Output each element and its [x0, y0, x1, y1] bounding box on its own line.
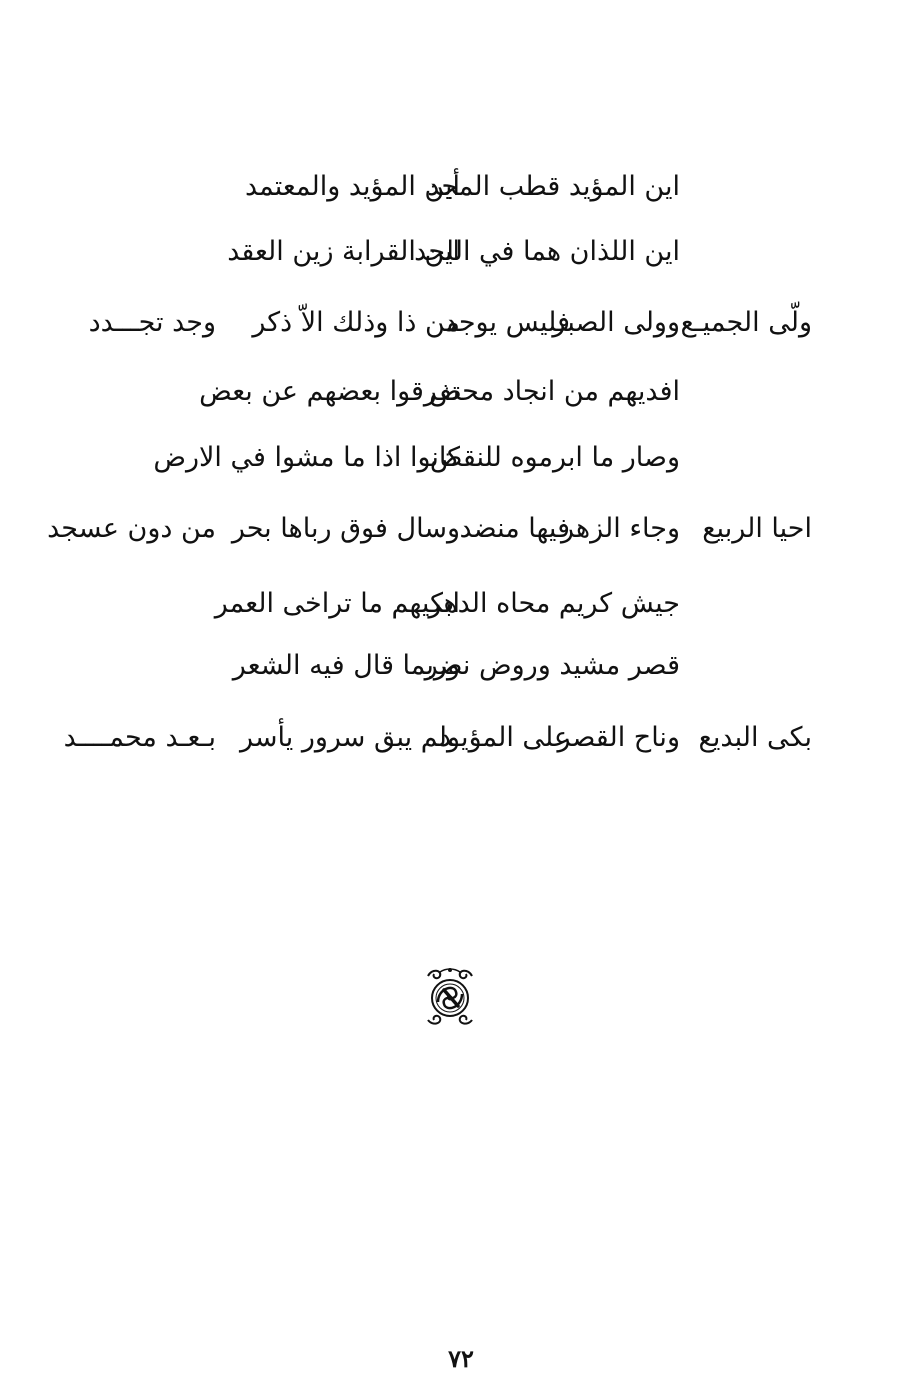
verse-hemistich-left: ابكيهم ما تراخى العمر	[214, 588, 460, 619]
refrain-segment: ولم يبق سرور يأسر	[239, 722, 460, 753]
refrain-segment: ولّى الجميـع	[680, 307, 812, 338]
refrain-segment: من دون عسجد	[47, 513, 216, 544]
refrain-segment: وولى الصبر	[552, 307, 680, 338]
refrain-segment: وناح القصر	[557, 722, 680, 753]
floral-ornament-icon	[420, 966, 480, 1026]
verse-hemistich-left: تفرقوا بعضهم عن بعض	[199, 376, 460, 407]
page-number: ٧٢	[448, 1344, 474, 1373]
refrain-segment: على المؤيـد	[438, 722, 570, 753]
verse-hemistich-right: اين اللذان هما في اللحد	[414, 236, 680, 267]
refrain-segment: من ذا وذلك الاّ ذكر	[252, 307, 460, 338]
refrain-segment: فيها منضد	[459, 513, 570, 544]
verse-hemistich-left: أين المؤيد والمعتمد	[244, 171, 460, 202]
verse-hemistich-left: كانوا اذا ما مشوا في الارض	[153, 442, 460, 473]
verse-hemistich-left: وربما قال فيه الشعر	[232, 650, 460, 681]
verse-hemistich-left: اين القرابة زين العقد	[227, 236, 460, 267]
refrain-segment: وجد تجـــدد	[88, 307, 216, 338]
verse-hemistich-right: افديهم من انجاد محض	[429, 376, 680, 407]
refrain-segment: وجاء الزهر	[561, 513, 680, 544]
refrain-segment: احيا الربيع	[702, 513, 812, 544]
verse-hemistich-right: وصار ما ابرموه للنقض	[429, 442, 680, 473]
refrain-segment: وسال فوق رباها بحر	[231, 513, 460, 544]
verse-hemistich-right: جيش كريم محاه الدهر	[428, 588, 680, 619]
verse-hemistich-right: اين المؤيد قطب المجد	[427, 171, 680, 202]
refrain-segment: بكى البديع	[698, 722, 812, 753]
refrain-segment: بـعـد محمــــد	[63, 722, 216, 753]
verse-hemistich-right: قصر مشيد وروض نضر	[424, 650, 680, 681]
refrain-segment: فليس يوجد	[444, 307, 570, 338]
